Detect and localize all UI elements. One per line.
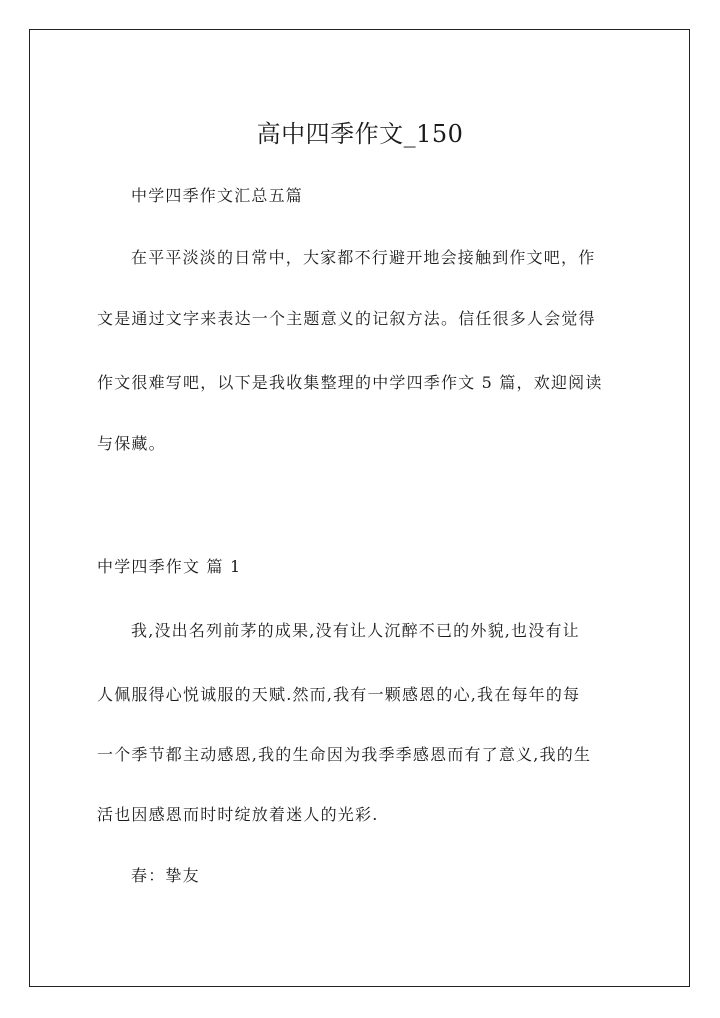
intro-line-2: 文是通过文字来表达一个主题意义的记叙方法。信任很多人会觉得	[97, 309, 596, 328]
section-heading: 中学四季作文 篇 1	[97, 557, 242, 576]
body-line-3: 一个季节都主动感恩,我的生命因为我季季感恩而有了意义,我的生	[97, 745, 592, 764]
intro-line-1: 在平平淡淡的日常中，大家都不行避开地会接触到作文吧，作	[131, 248, 596, 267]
document-subtitle: 中学四季作文汇总五篇	[131, 186, 304, 205]
document-title: 高中四季作文_150	[256, 120, 464, 148]
body-line-4: 活也因感恩而时时绽放着迷人的光彩.	[97, 805, 379, 824]
intro-line-4: 与保藏。	[97, 434, 166, 453]
body-line-2: 人佩服得心悦诚服的天赋.然而,我有一颗感恩的心,我在每年的每	[97, 685, 581, 704]
body-line-1: 我,没出名列前茅的成果,没有让人沉醉不已的外貌,也没有让	[131, 621, 580, 640]
page-border	[29, 29, 690, 987]
intro-line-3: 作文很难写吧，以下是我收集整理的中学四季作文 5 篇，欢迎阅读	[97, 373, 603, 392]
spring-label: 春：挚友	[131, 866, 200, 885]
